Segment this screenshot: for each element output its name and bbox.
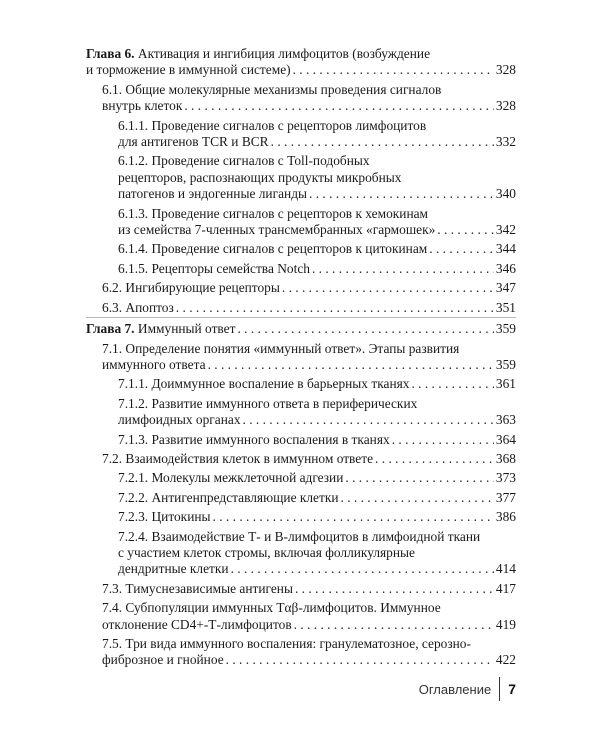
toc-section-entry[interactable] [102,451,516,467]
toc-entry-title: патогенов и эндогенные лиганды [118,186,307,202]
toc-page-number: 351 [495,299,516,315]
toc-page-number: 332 [495,134,516,150]
toc-entry-title: 6.1.4. Проведение сигналов с рецепторов к цитокинам [118,241,428,257]
toc-page-number: 377 [495,489,516,505]
toc-entry-last-line [118,134,516,150]
toc-section-entry[interactable] [118,529,516,578]
toc-page-number: 342 [495,222,516,238]
toc-entry-line: 7.2.4. Взаимодействие Т- и В-лимфоцитов в лимфоидной ткани [118,528,481,544]
toc-page-number: 359 [495,356,516,372]
toc-entry-line: 7.1. Определение понятия «иммунный ответ». Этапы развития [102,340,460,356]
toc-page-number: 340 [495,186,516,202]
toc-section-entry[interactable] [118,118,516,151]
toc-entry-title: фиброзное и гнойное [102,652,224,668]
toc-entry-last-line [102,652,516,668]
toc-page-number: 344 [495,241,516,257]
toc-section-entry[interactable] [102,82,516,115]
toc-section-entry[interactable] [118,261,516,277]
toc-entry-title: Глава 7. Иммунный ответ [86,321,236,337]
toc-page-number: 364 [495,431,516,447]
toc-leader-dots [271,134,494,150]
toc-leader-dots [176,300,494,316]
toc-entry-last-line [102,617,516,633]
toc-entry-last-line [118,490,516,506]
toc-entry-last-line [102,357,516,373]
toc-entry-last-line [118,376,516,392]
toc-entry-title: 6.2. Ингибирующие рецепторы [102,280,280,296]
toc-entry-line: 7.5. Три вида иммунного воспаления: гранулематозное, серозно- [102,636,471,651]
toc-entry-last-line [118,186,516,202]
toc-entry-last-line [102,451,516,467]
toc-entry-last-line [102,300,516,316]
toc-entry-title: внутрь клеток [102,98,183,114]
toc-entry-last-line [102,98,516,114]
toc-leader-dots [282,280,494,296]
toc-entry-title: дендритные клетки [118,561,229,577]
toc-entry-last-line [118,261,516,277]
toc-entry-last-line [118,241,516,257]
toc-section-entry[interactable] [118,153,516,202]
toc-section-entry[interactable] [118,490,516,506]
toc-entry-line: 7.4. Субпопуляции иммунных Тαβ-лимфоцитов. Иммунное [102,600,441,616]
toc-section-entry[interactable] [118,396,516,429]
toc-page-number: 419 [495,616,516,632]
toc-entry-title: 7.1.3. Развитие иммунного воспаления в тканях [118,431,390,447]
toc-leader-dots [184,98,494,114]
toc-entry-title: 7.1.1. Доиммунное воспаление в барьерных тканях [118,376,410,392]
toc-page-number: 417 [495,580,516,596]
toc-entry-last-line [118,412,516,428]
toc-page-number: 359 [495,321,516,337]
toc-page-number: 414 [495,561,516,577]
toc-page-number: 386 [495,509,516,525]
toc-entry-last-line [102,581,516,597]
toc-entry-last-line [86,62,516,78]
toc-section-entry[interactable] [118,470,516,486]
toc-leader-dots [345,470,494,486]
toc-leader-dots [226,652,494,668]
toc-entry-title: 7.2.1. Молекулы межклеточной адгезии [118,470,344,486]
toc-entry-line: 7.1.2. Развитие иммунного ответа в периферических [118,395,418,411]
toc-leader-dots [312,261,494,277]
toc-entry-last-line [118,222,516,238]
toc-chapter-entry[interactable] [86,321,516,337]
toc-page-number: 363 [495,412,516,428]
toc-leader-dots [231,561,494,577]
chapter-label: Глава 6. [86,46,135,61]
toc-leader-dots [243,412,494,428]
toc-entry-line: 6.1.3. Проведение сигналов с рецепторов к хемокинам [118,205,429,221]
toc-leader-dots [295,581,494,597]
toc-leader-dots [213,509,494,525]
toc-leader-dots [392,432,494,448]
toc-page-number: 328 [495,62,516,78]
chapter-separator-line [86,317,516,318]
toc-entry-title: 7.2.3. Цитокины [118,509,211,525]
toc-page-number: 328 [495,98,516,114]
toc-page-number: 422 [495,652,516,668]
toc-section-entry[interactable] [102,341,516,374]
toc-leader-dots [208,357,494,373]
toc-entry-title: 7.2.2. Антигенпредставляющие клетки [118,489,339,505]
toc-leader-dots [294,617,494,633]
toc-section-entry[interactable] [118,241,516,257]
table-of-contents [86,46,516,669]
toc-leader-dots [437,222,494,238]
toc-section-entry[interactable] [102,600,516,633]
toc-entry-line: 6.1.1. Проведение сигналов с рецепторов лимфоцитов [118,117,427,133]
toc-entry-title: отклонение CD4+-Т-лимфоцитов [102,616,292,632]
toc-section-entry[interactable] [118,376,516,392]
toc-entry-last-line [102,280,516,296]
toc-entry-title: из семейства 7-членных трансмембранных «гармошек» [118,222,436,238]
toc-entry-last-line [118,509,516,525]
toc-section-entry[interactable] [102,280,516,296]
toc-entry-title: иммунного ответа [102,356,206,372]
toc-page-number: 346 [495,260,516,276]
toc-page-number: 373 [495,470,516,486]
toc-entry-line: 6.1. Общие молекулярные механизмы проведения сигналов [102,81,442,97]
toc-entry-title: 7.2. Взаимодействия клеток в иммунном ответе [102,450,374,466]
toc-entry-last-line [118,561,516,577]
toc-entry-last-line [118,470,516,486]
toc-entry-line: 6.1.2. Проведение сигналов с Toll-подобных [118,153,370,169]
toc-chapter-entry[interactable] [86,46,516,79]
toc-section-entry[interactable] [118,509,516,525]
toc-entry-line: рецепторов, распознающих продукты микробных [118,169,402,185]
toc-section-entry[interactable] [118,206,516,239]
toc-leader-dots [375,451,494,467]
toc-leader-dots [293,62,494,78]
toc-entry-last-line [118,432,516,448]
toc-entry-line: с участием клеток стромы, включая фолликулярные [118,544,415,560]
toc-leader-dots [411,376,493,392]
toc-entry-last-line [86,321,516,337]
toc-section-entry[interactable] [118,432,516,448]
toc-page-number: 347 [495,280,516,296]
toc-leader-dots [309,186,494,202]
toc-entry-title: для антигенов TCR и BCR [118,134,269,150]
toc-section-entry[interactable] [102,636,516,669]
toc-section-entry[interactable] [102,581,516,597]
toc-leader-dots [341,490,494,506]
toc-section-entry[interactable] [102,300,516,316]
toc-leader-dots [237,321,493,337]
toc-entry-title: 6.1.5. Рецепторы семейства Notch [118,260,310,276]
toc-leader-dots [429,241,494,257]
page-footer [419,677,516,701]
toc-entry-title: 7.3. Тимуснезависимые антигены [102,580,293,596]
footer-section-label: Оглавление [418,681,492,697]
page-number: 7 [508,681,516,697]
toc-entry-title: и торможение в иммунной системе) [86,62,291,78]
toc-entry-title: 6.3. Апоптоз [102,299,174,315]
toc-page-number: 368 [495,450,516,466]
chapter-label: Глава 7. [86,321,135,337]
toc-entry-title: лимфоидных органах [118,412,241,428]
toc-page-number: 361 [495,376,516,392]
toc-entry-line: Глава 6. Активация и ингибиция лимфоцитов (возбуждение [86,46,431,61]
